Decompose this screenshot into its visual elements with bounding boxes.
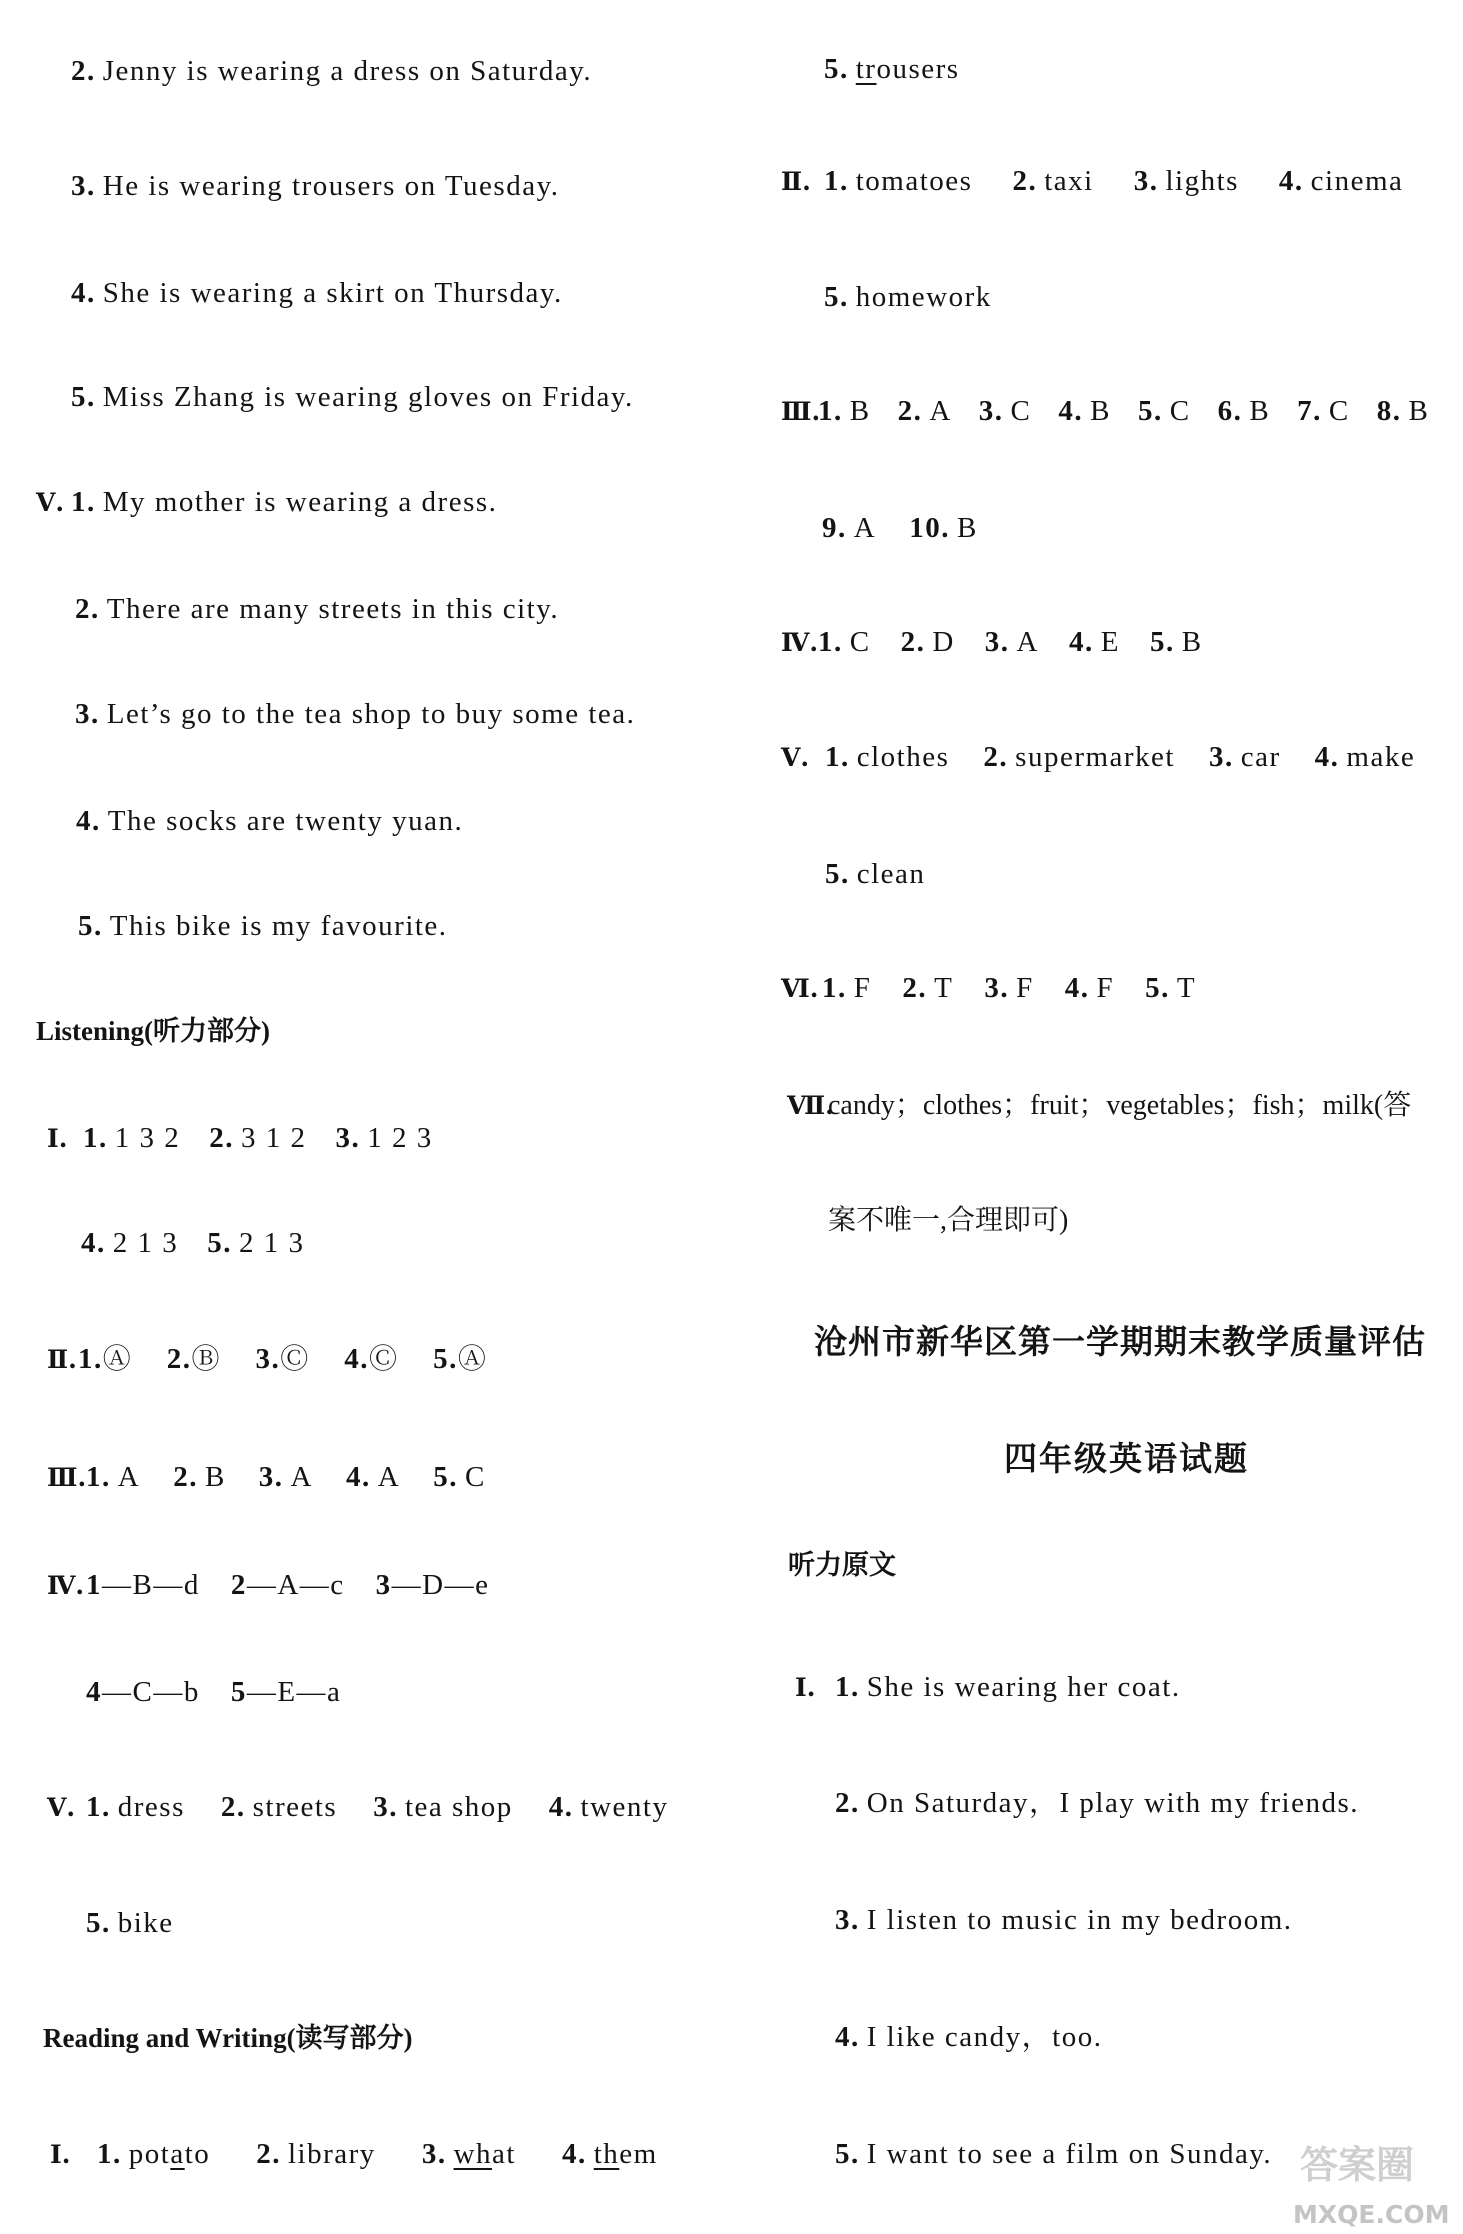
item-text: There are many streets in this city. (106, 593, 560, 625)
item-text: homework (855, 281, 992, 313)
answer-line (78, 909, 448, 943)
answer-item (1065, 971, 1114, 1005)
answer-item (984, 971, 1033, 1005)
item-number: 3. (978, 395, 1004, 427)
item-number: 2. (173, 1461, 198, 1493)
item-number: 5. (71, 381, 96, 413)
item-number: 5 (230, 1676, 247, 1708)
item-number: 4. (1278, 165, 1304, 197)
answer-item (824, 164, 972, 198)
item-text (129, 2138, 211, 2170)
answer-line (781, 625, 1203, 660)
item-number: 5. (207, 1227, 232, 1259)
answer-line (75, 592, 559, 626)
item-number: 6. (1217, 395, 1243, 427)
circled-letter: Ⓒ (369, 1342, 398, 1375)
item-text (454, 2138, 516, 2170)
answer-item (376, 1568, 490, 1602)
answer-item (346, 1460, 400, 1494)
item-number: 4. (835, 2021, 860, 2053)
item-number: 2. (1012, 165, 1038, 197)
answer-item (1209, 740, 1281, 774)
answer-line (47, 1790, 668, 1825)
item-text: B (956, 512, 978, 544)
item-text: I want to see a film on Sunday. (866, 2138, 1273, 2170)
item-number: 2. (209, 1122, 234, 1154)
item-text: cinema (1310, 165, 1404, 197)
item-number: 1. (818, 395, 843, 427)
answer-line (787, 1089, 1411, 1123)
item-number: 4. (561, 2138, 587, 2170)
item-number: 3. (984, 626, 1010, 658)
item-number: 5. (433, 1343, 458, 1375)
answer-item (979, 394, 1032, 428)
item-text: F (1016, 972, 1034, 1004)
item-text: He is wearing trousers on Tuesday. (102, 170, 560, 202)
item-text: This bike is my favourite. (109, 910, 448, 942)
item-number: 4. (1058, 395, 1084, 427)
answer-item (1134, 164, 1239, 198)
answer-line (71, 169, 559, 203)
item-text: C (464, 1461, 486, 1493)
item-text: 2 1 3 (239, 1227, 305, 1259)
item-number: 1. (835, 1671, 860, 1703)
answer-item (97, 2137, 210, 2171)
exam-title: 沧州市新华区第一学期期末教学质量评估 (814, 1322, 1426, 1361)
item-number: 5. (86, 1907, 111, 1939)
item-text: I listen to music in my bedroom. (866, 1904, 1293, 1936)
item-number: 1. (86, 1791, 111, 1823)
item-number: 1. (822, 972, 847, 1004)
item-text: C (1328, 395, 1350, 427)
item-text: —A—c (246, 1569, 345, 1601)
item-text: 1 3 2 (114, 1122, 181, 1154)
item-text: car (1240, 741, 1281, 773)
item-number: 7. (1297, 395, 1322, 427)
item-number: 4. (76, 805, 101, 837)
item-text: B (1249, 395, 1271, 427)
item-number: 4. (71, 277, 96, 309)
item-number: 4. (1064, 972, 1090, 1004)
answer-item (75, 697, 635, 731)
answer-line (81, 1226, 305, 1260)
item-number: 8. (1376, 395, 1402, 427)
transcript-line (835, 1903, 1293, 1937)
item-number: 5. (433, 1461, 458, 1493)
item-text: T (1176, 972, 1197, 1004)
answer-line (824, 52, 960, 86)
answer-item (76, 804, 463, 838)
item-number: 2. (897, 395, 923, 427)
item-text: —C—b (102, 1676, 200, 1708)
transcript-item (835, 2020, 1102, 2054)
section-numeral: Ⅴ. (47, 1793, 76, 1822)
answer-line (47, 1460, 486, 1495)
answer-item (86, 1460, 140, 1494)
section-numeral: Ⅱ. (781, 167, 811, 196)
transcript-item (835, 1786, 1359, 1820)
item-text: C (1169, 395, 1191, 427)
item-text: —B—d (102, 1569, 200, 1601)
transcript-line (835, 2020, 1102, 2054)
answer-item (824, 280, 992, 314)
answer-item (86, 1790, 185, 1824)
answer-line (86, 1906, 174, 1940)
item-number: 3. (835, 1904, 860, 1936)
item-number: 5. (824, 281, 849, 313)
answer-item (71, 54, 592, 88)
answer-item (209, 1121, 306, 1155)
item-number: 4. (346, 1461, 371, 1493)
section-numeral: Ⅴ. (781, 743, 810, 772)
answer-item (78, 909, 448, 943)
item-number: 2. (220, 1791, 246, 1823)
item-number: 4. (344, 1343, 370, 1375)
answer-item (86, 1568, 200, 1602)
answer-item (1012, 164, 1093, 198)
item-text: bike (117, 1907, 174, 1939)
item-number: 2 (230, 1569, 247, 1601)
item-text: B (204, 1461, 226, 1493)
item-number: 2. (71, 55, 96, 87)
item-text: clean (856, 858, 926, 890)
answer-item (81, 1226, 178, 1260)
answer-item (71, 276, 563, 310)
answer-item (433, 1342, 486, 1376)
item-text: E (1100, 626, 1120, 658)
item-number: 5. (1149, 626, 1175, 658)
answer-item (1297, 394, 1350, 428)
answer-line (76, 804, 463, 838)
transcript-item (835, 1670, 1181, 1704)
answer-line (71, 380, 634, 414)
answer-item (983, 740, 1175, 774)
answer-line (824, 280, 992, 314)
item-text: twenty (580, 1791, 669, 1823)
item-text: D (932, 626, 955, 658)
item-number: 5. (824, 53, 849, 85)
answer-item (909, 511, 978, 545)
answer-line (86, 1675, 341, 1709)
answer-line (781, 394, 1429, 429)
answer-item (822, 971, 871, 1005)
item-number: 3. (71, 170, 96, 202)
underlined-letters: th (593, 2138, 620, 2170)
answer-item (221, 1790, 337, 1824)
item-number: 5. (1137, 395, 1163, 427)
answer-item (231, 1568, 345, 1602)
item-number: 1. (97, 2138, 122, 2170)
answer-item (173, 1460, 226, 1494)
answer-line (47, 1568, 490, 1603)
item-number: 3 (375, 1569, 392, 1601)
circled-letter: Ⓒ (280, 1342, 309, 1375)
item-text: T (934, 972, 954, 1004)
item-text: taxi (1044, 165, 1094, 197)
transcript-item (835, 1903, 1293, 1937)
answer-item (818, 625, 871, 659)
section-numeral: Ⅶ. (787, 1091, 834, 1120)
section-heading: 听力原文 (788, 1550, 896, 1581)
item-number: 4. (1069, 626, 1094, 658)
item-text: 1 2 3 (367, 1122, 433, 1154)
answer-line (71, 276, 563, 310)
item-text: streets (252, 1791, 338, 1823)
answer-line (822, 511, 978, 545)
item-text: Let’s go to the tea shop to buy some tea. (106, 698, 636, 730)
item-text: library (288, 2138, 376, 2170)
item-number: 1 (86, 1569, 102, 1601)
circled-letter: Ⓑ (191, 1342, 220, 1375)
answer-item (985, 625, 1039, 659)
item-number: 2. (166, 1343, 192, 1375)
item-text: tomatoes (855, 165, 973, 197)
answer-line (781, 740, 1415, 775)
item-number: 2. (902, 972, 928, 1004)
answer-item (1218, 394, 1271, 428)
word-part: ousers (876, 53, 960, 85)
item-text: F (1096, 972, 1115, 1004)
answer-item (71, 380, 634, 414)
item-text: clothes (856, 741, 950, 773)
item-number: 3. (421, 2138, 447, 2170)
item-text: —E—a (246, 1676, 342, 1708)
answer-item (373, 1790, 513, 1824)
item-text: Jenny is wearing a dress on Saturday. (102, 55, 593, 87)
answer-item (1145, 971, 1196, 1005)
circled-letter: Ⓐ (102, 1342, 131, 1375)
answer-line (71, 54, 592, 88)
answer-item (898, 394, 952, 428)
answer-line (50, 2137, 658, 2172)
answer-item (902, 971, 953, 1005)
item-number: 2. (900, 626, 926, 658)
watermark-logo: 答案圈 (1300, 2143, 1415, 2187)
word-part: em (619, 2138, 658, 2170)
item-number: 3. (1209, 741, 1234, 773)
item-number: 5. (1145, 972, 1170, 1004)
answer-item (75, 592, 559, 626)
item-text: Miss Zhang is wearing gloves on Friday. (102, 381, 634, 413)
answer-item (901, 625, 955, 659)
item-text: lights (1165, 165, 1239, 197)
answer-line (781, 971, 1196, 1006)
item-number: 5. (825, 858, 850, 890)
answer-item (825, 857, 925, 891)
answer-item (1138, 394, 1191, 428)
item-number: 4. (1314, 741, 1340, 773)
section-numeral: Ⅱ. (47, 1345, 77, 1374)
item-number: 1. (71, 486, 96, 518)
section-numeral: Ⅲ. (47, 1463, 87, 1492)
item-number: 2. (75, 593, 100, 625)
answer-item (1058, 394, 1111, 428)
section-heading: Reading and Writing(读写部分) (43, 2023, 413, 2053)
answer-item (86, 1675, 200, 1709)
answer-item (1315, 740, 1416, 774)
item-text (594, 2138, 658, 2170)
item-text: I like candy，too. (866, 2021, 1103, 2053)
answer-line (825, 857, 925, 891)
section-numeral: Ⅳ. (781, 628, 819, 657)
item-text: A (290, 1461, 313, 1493)
answer-item (1069, 625, 1120, 659)
item-text: A (117, 1461, 141, 1493)
item-number: 1. (818, 626, 843, 658)
item-text: She is wearing a skirt on Thursday. (102, 277, 563, 309)
item-text: F (853, 972, 872, 1004)
answer-item (1279, 164, 1403, 198)
answer-line (47, 1121, 433, 1156)
transcript-item (835, 2137, 1272, 2171)
item-text: 2 1 3 (112, 1227, 179, 1259)
item-number: 3. (335, 1122, 361, 1154)
item-number: 2. (835, 1787, 860, 1819)
circled-letter: Ⓐ (457, 1342, 486, 1375)
answer-item (562, 2137, 658, 2171)
underlined-letters: wh (453, 2138, 493, 2170)
item-text: A (377, 1461, 401, 1493)
section-numeral: Ⅵ. (781, 974, 819, 1003)
item-text: A (929, 395, 952, 427)
answer-item (825, 740, 949, 774)
item-number: 3. (373, 1791, 398, 1823)
answer-item (824, 52, 960, 86)
item-text: She is wearing her coat. (866, 1671, 1181, 1703)
answer-item (71, 169, 559, 203)
item-text: 案不唯一,合理即可) (828, 1205, 1069, 1236)
item-number: 10. (909, 512, 950, 544)
answer-item (256, 1342, 309, 1376)
item-text: A (853, 512, 877, 544)
answer-item (549, 1790, 669, 1824)
answer-line (36, 485, 497, 520)
word-part: at (492, 2138, 516, 2170)
item-text: supermarket (1015, 741, 1175, 773)
item-number: 1. (83, 1122, 108, 1154)
item-text: A (1016, 626, 1039, 658)
answer-item (256, 2137, 376, 2171)
section-numeral: Ⅰ. (47, 1124, 68, 1153)
item-text: —D—e (391, 1569, 490, 1601)
item-number: 4. (81, 1227, 106, 1259)
answer-line (781, 164, 1403, 199)
word-part: pot (128, 2138, 171, 2170)
answer-item (818, 394, 871, 428)
item-text: C (849, 626, 871, 658)
item-text: tea shop (404, 1791, 513, 1823)
answer-item (167, 1342, 220, 1376)
item-text: candy；clothes；fruit；vegetables；fish；milk(答 (828, 1090, 1412, 1121)
item-text: C (1010, 395, 1032, 427)
section-numeral: Ⅳ. (47, 1571, 85, 1600)
item-text: B (849, 395, 871, 427)
item-number: 9. (822, 512, 847, 544)
answer-item (433, 1460, 486, 1494)
item-number: 2. (256, 2138, 281, 2170)
section-numeral: Ⅰ. (50, 2140, 71, 2169)
underlined-letters: a (170, 2138, 185, 2170)
item-number: 1. (78, 1343, 103, 1375)
item-text: My mother is wearing a dress. (102, 486, 498, 518)
answer-item (231, 1675, 342, 1709)
item-text: B (1090, 395, 1111, 427)
answer-item (336, 1121, 433, 1155)
item-number: 2. (983, 741, 1009, 773)
item-text: B (1181, 626, 1203, 658)
underlined-letters: tr (855, 53, 877, 85)
item-number: 3. (1133, 165, 1159, 197)
transcript-line (795, 1670, 1181, 1705)
item-number: 1. (824, 165, 849, 197)
answer-item (259, 1460, 313, 1494)
answer-item (1377, 394, 1430, 428)
section-numeral: Ⅰ. (795, 1673, 816, 1702)
section-numeral: Ⅴ. (36, 488, 65, 517)
word-part: to (184, 2138, 211, 2170)
item-number: 4. (548, 1791, 574, 1823)
watermark-site: MXQE.COM (1293, 2200, 1450, 2229)
answer-item (207, 1226, 304, 1260)
item-number: 1. (86, 1461, 111, 1493)
transcript-line (835, 1786, 1359, 1820)
answer-item (78, 1342, 131, 1376)
item-text: The socks are twenty yuan. (107, 805, 464, 837)
answer-item (822, 511, 876, 545)
item-number: 5. (78, 910, 103, 942)
item-number: 5. (835, 2138, 860, 2170)
answer-line (75, 697, 635, 731)
transcript-line (835, 2137, 1272, 2171)
section-numeral: Ⅲ. (781, 397, 821, 426)
item-text: dress (117, 1791, 185, 1823)
item-number: 3. (75, 698, 100, 730)
answer-item (422, 2137, 516, 2171)
item-number: 3. (255, 1343, 281, 1375)
exam-subtitle: 四年级英语试题 (1004, 1439, 1249, 1478)
answer-item (83, 1121, 180, 1155)
item-number: 1. (825, 741, 850, 773)
item-number: 3. (258, 1461, 284, 1493)
item-text: B (1408, 395, 1430, 427)
answer-item (71, 485, 497, 519)
item-text: On Saturday，I play with my friends. (866, 1787, 1360, 1819)
answer-line (828, 1204, 1068, 1238)
answer-item (86, 1906, 174, 1940)
section-heading: Listening(听力部分) (36, 1016, 271, 1046)
answer-line (47, 1342, 486, 1377)
item-number: 4 (86, 1676, 102, 1708)
item-text: make (1346, 741, 1416, 773)
answer-item (1150, 625, 1203, 659)
item-text (856, 53, 960, 85)
answer-item (344, 1342, 397, 1376)
item-text: 3 1 2 (241, 1122, 307, 1154)
item-number: 3. (984, 972, 1010, 1004)
